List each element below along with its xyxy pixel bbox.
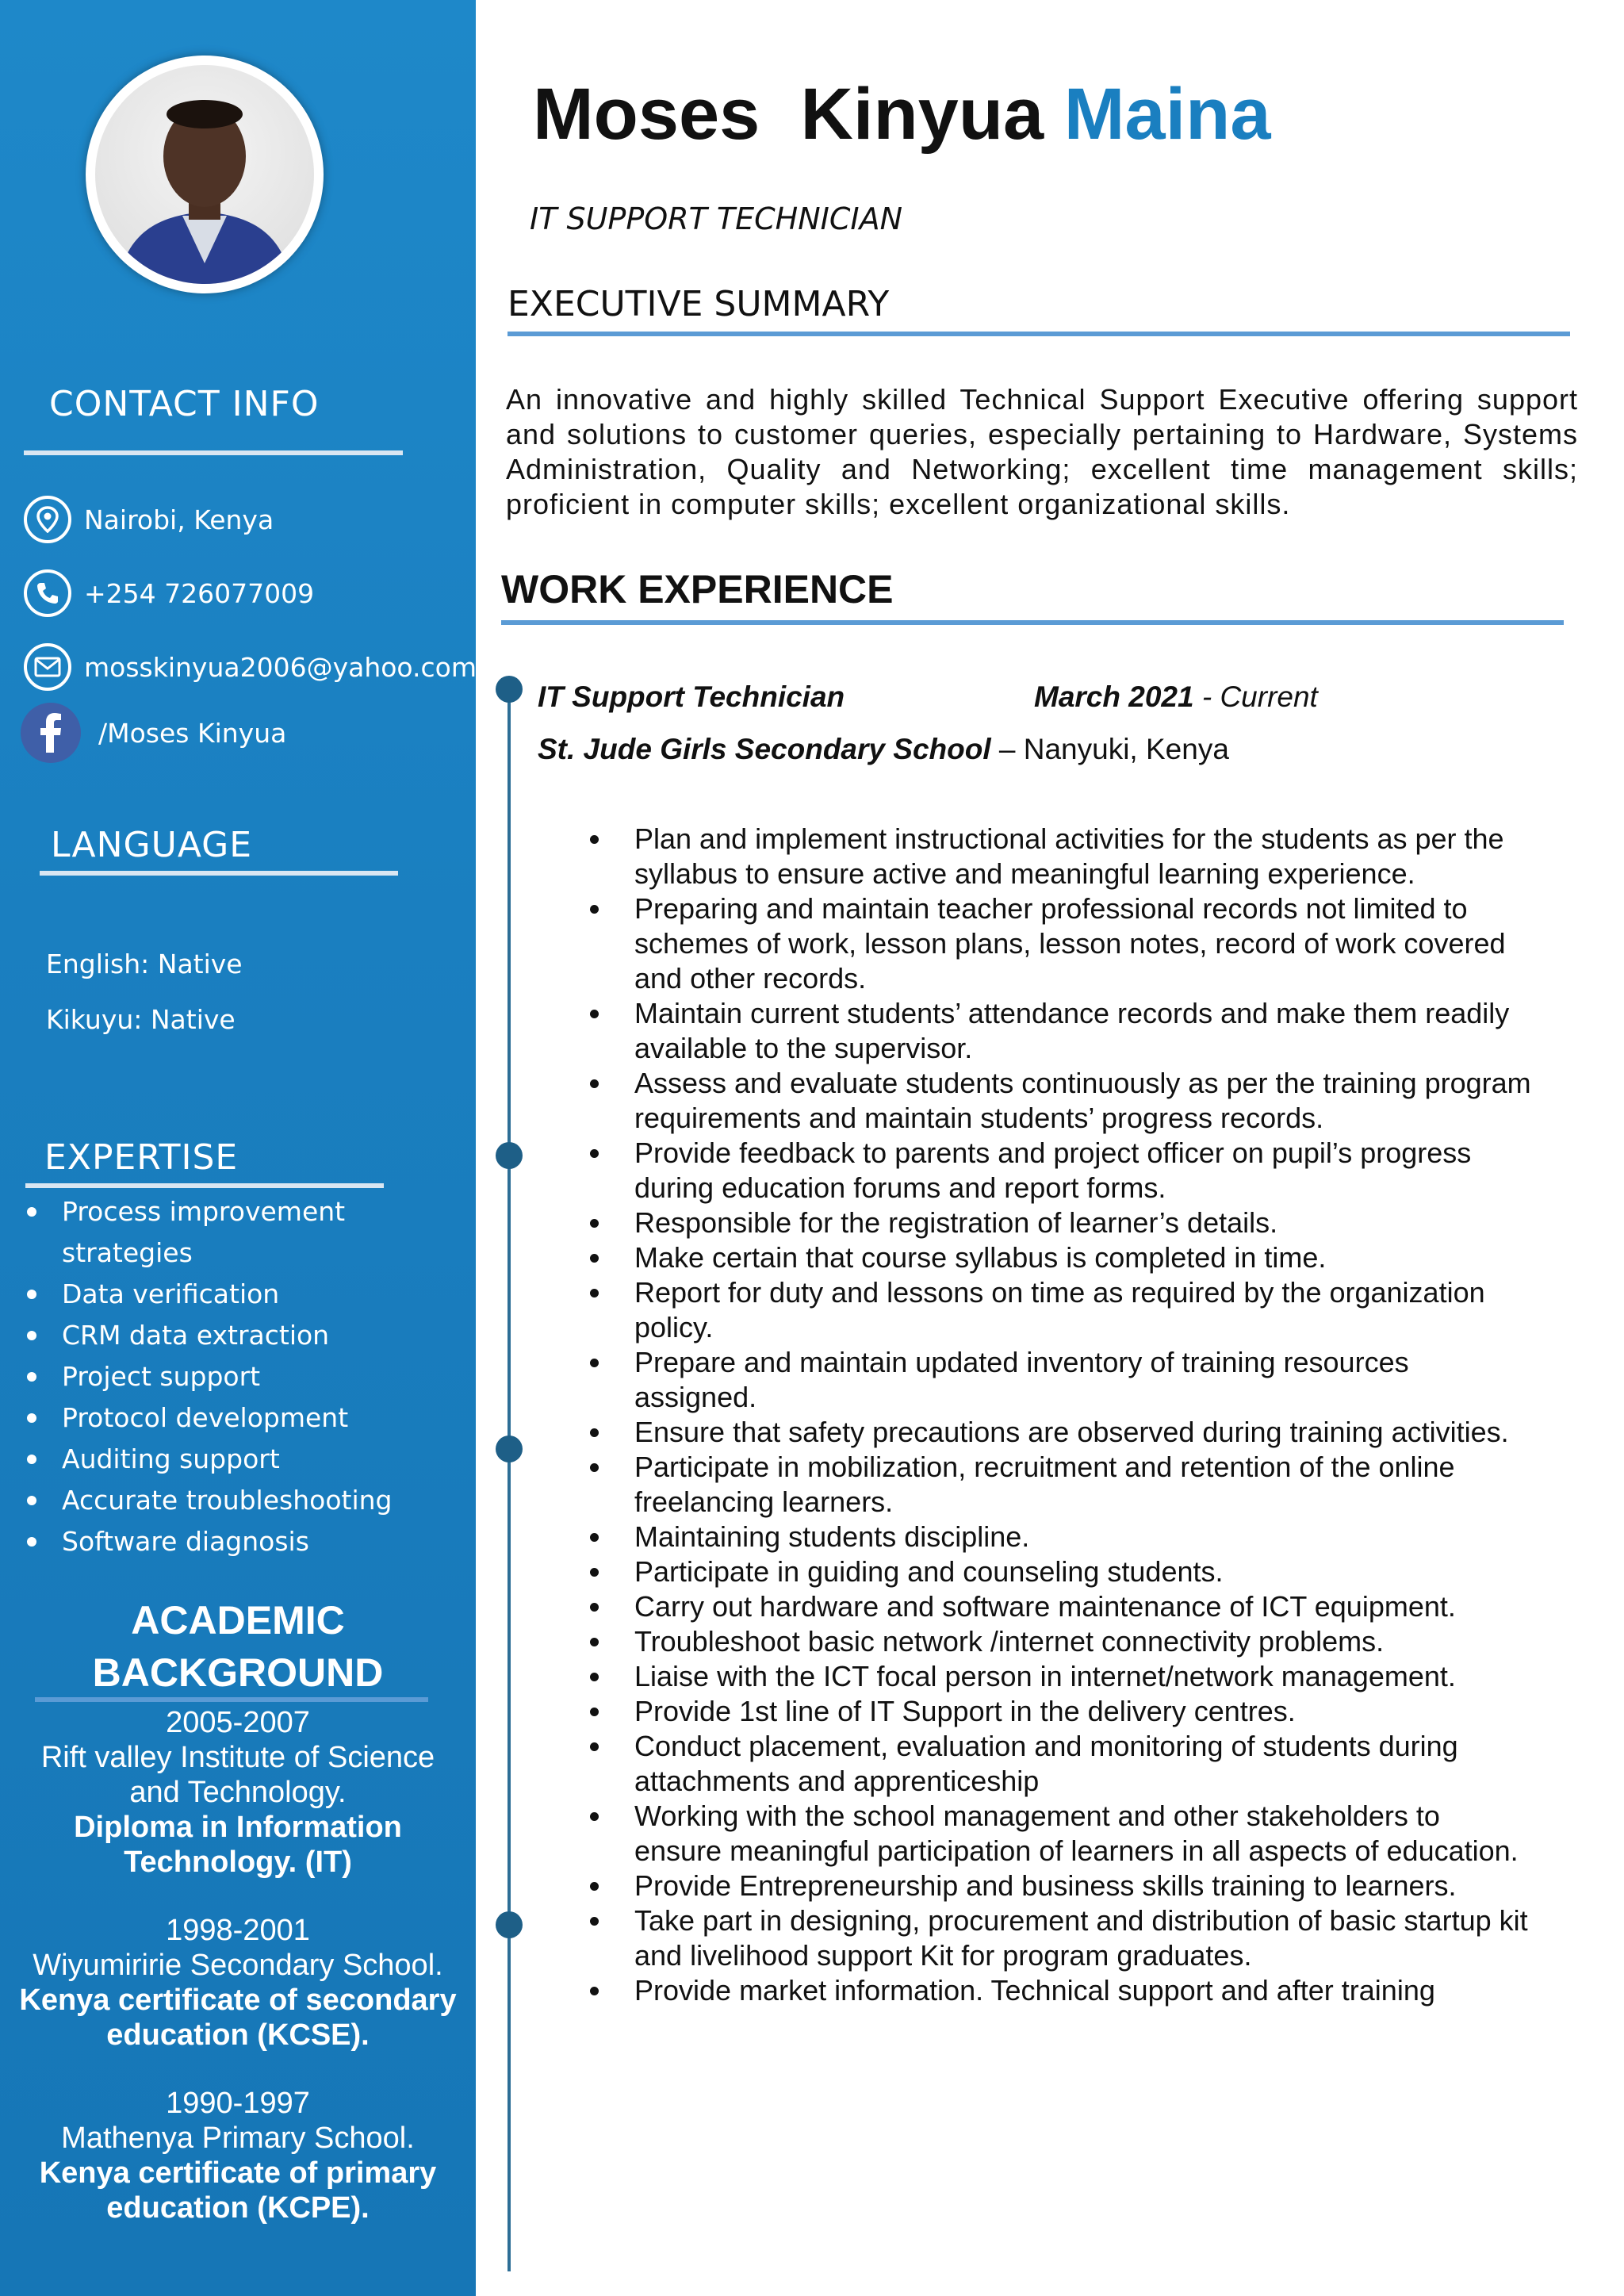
work-experience-heading: WORK EXPERIENCE bbox=[501, 567, 894, 611]
job-date-start: March 2021 bbox=[1034, 680, 1194, 713]
phone-icon bbox=[24, 569, 71, 617]
list-item: Participate in mobilization, recruitment and retention of the online freelancing learners. bbox=[590, 1450, 1534, 1520]
list-item: Process improvement strategies bbox=[24, 1191, 436, 1274]
list-item: Data verification bbox=[24, 1274, 436, 1315]
list-item: Project support bbox=[24, 1356, 436, 1397]
contact-info-heading: CONTACT INFO bbox=[49, 384, 320, 424]
language-item-english: English: Native bbox=[46, 949, 243, 979]
contact-location-text: Nairobi, Kenya bbox=[84, 504, 274, 535]
academic-school: Wiyumiririe Secondary School. bbox=[33, 1949, 443, 1982]
list-item: Provide feedback to parents and project officer on pupil’s progress during education forums and report forms. bbox=[590, 1136, 1534, 1205]
list-item: Preparing and maintain teacher professional records not limited to schemes of work, lesson plans, lesson notes, record of work covered and other records. bbox=[590, 891, 1534, 996]
contact-email-text[interactable]: mosskinyua2006@yahoo.com bbox=[84, 651, 477, 683]
list-item: Liaise with the ICT focal person in internet/network management. bbox=[590, 1659, 1534, 1694]
academic-entry bbox=[0, 1913, 476, 2053]
duties-clip bbox=[476, 809, 1624, 2086]
contact-facebook bbox=[21, 705, 286, 761]
job-title: IT Support Technician bbox=[538, 680, 845, 713]
list-item: Conduct placement, evaluation and monitoring of students during attachments and apprenticeship bbox=[590, 1729, 1534, 1799]
contact-phone-text: +254 726077009 bbox=[84, 577, 315, 609]
job-date-end: - Current bbox=[1193, 680, 1318, 713]
list-item: Working with the school management and other stakeholders to ensure meaningful participation of learners in all aspects of education. bbox=[590, 1799, 1534, 1869]
executive-summary-heading: EXECUTIVE SUMMARY bbox=[508, 284, 890, 324]
contact-info-divider bbox=[24, 450, 403, 455]
sidebar bbox=[0, 0, 476, 2296]
list-item: Take part in designing, procurement and distribution of basic startup kit and livelihood support Kit for program graduates. bbox=[590, 1903, 1534, 1973]
middle-name: Kinyua bbox=[800, 74, 1044, 155]
list-item: Troubleshoot basic network /internet connectivity problems. bbox=[590, 1624, 1534, 1659]
academic-years: 2005-2007 bbox=[166, 1706, 310, 1739]
list-item: Provide Entrepreneurship and business skills training to learners. bbox=[590, 1869, 1534, 1903]
academic-award: Diploma in Information Technology. (IT) bbox=[74, 1811, 402, 1879]
list-item: Ensure that safety precautions are observed during training activities. bbox=[590, 1415, 1534, 1450]
list-item: CRM data extraction bbox=[24, 1315, 436, 1356]
organization-location: – Nanyuki, Kenya bbox=[990, 733, 1229, 765]
list-item: Carry out hardware and software maintenance of ICT equipment. bbox=[590, 1589, 1534, 1624]
list-item: Software diagnosis bbox=[24, 1521, 436, 1562]
list-item: Responsible for the registration of learner’s details. bbox=[590, 1205, 1534, 1240]
academic-school: Mathenya Primary School. bbox=[61, 2122, 415, 2155]
organization-name: St. Jude Girls Secondary School bbox=[538, 733, 991, 765]
academic-school: Rift valley Institute of Science and Technology. bbox=[40, 1741, 435, 1809]
contact-email bbox=[24, 639, 477, 695]
academic-award: Kenya certificate of secondary education (KCSE). bbox=[19, 1984, 457, 2052]
timeline-dot bbox=[496, 676, 523, 703]
main-content bbox=[476, 0, 1624, 2296]
location-pin-icon bbox=[24, 496, 71, 543]
list-item: Provide market information. Technical support and after training bbox=[590, 1973, 1534, 2008]
job-organization bbox=[538, 733, 1229, 766]
list-item: Provide 1st line of IT Support in the delivery centres. bbox=[590, 1694, 1534, 1729]
facebook-icon bbox=[21, 703, 81, 763]
academic-award: Kenya certificate of primary education (KCPE). bbox=[39, 2156, 437, 2225]
list-item: Protocol development bbox=[24, 1397, 436, 1439]
academic-years: 1990-1997 bbox=[166, 2087, 310, 2120]
list-item: Make certain that course syllabus is completed in time. bbox=[590, 1240, 1534, 1275]
language-heading: LANGUAGE bbox=[51, 825, 253, 865]
academic-heading bbox=[0, 1594, 476, 1699]
job-role-title: IT SUPPORT TECHNICIAN bbox=[530, 201, 902, 236]
duties-list bbox=[590, 822, 1534, 2008]
mail-icon bbox=[24, 643, 71, 691]
expertise-list bbox=[24, 1191, 436, 1562]
list-item: Plan and implement instructional activities for the students as per the syllabus to ensure active and meaningful learning experience. bbox=[590, 822, 1534, 891]
profile-photo-frame bbox=[86, 56, 324, 293]
language-divider bbox=[40, 871, 398, 876]
contact-facebook-text[interactable]: /Moses Kinyua bbox=[98, 717, 287, 749]
first-name: Moses bbox=[533, 74, 760, 155]
academic-heading-line-1: ACADEMIC bbox=[131, 1598, 345, 1642]
list-item: Assess and evaluate students continuously as per the training program requirements and maintain students’ progress records. bbox=[590, 1066, 1534, 1136]
list-item: Participate in guiding and counseling students. bbox=[590, 1554, 1534, 1589]
academic-heading-line-2: BACKGROUND bbox=[92, 1650, 384, 1695]
list-item: Maintain current students’ attendance records and make them readily available to the supervisor. bbox=[590, 996, 1534, 1066]
list-item: Report for duty and lessons on time as required by the organization policy. bbox=[590, 1275, 1534, 1345]
language-item-kikuyu: Kikuyu: Native bbox=[46, 1004, 236, 1035]
academic-entry bbox=[0, 1705, 476, 1880]
list-item: Accurate troubleshooting bbox=[24, 1480, 436, 1521]
academic-entry bbox=[0, 2086, 476, 2225]
list-item: Auditing support bbox=[24, 1439, 436, 1480]
profile-photo bbox=[95, 65, 314, 284]
executive-summary-text: An innovative and highly skilled Technical Support Executive offering support and solutions to customer queries, especially pertaining to Hardware, Systems Administration, Quality and Networking; excellent time management skills; proficient in computer skills; excellent organizational skills. bbox=[506, 383, 1578, 520]
last-name: Maina bbox=[1063, 74, 1271, 155]
expertise-heading: EXPERTISE bbox=[44, 1137, 239, 1178]
list-item: Prepare and maintain updated inventory of training resources assigned. bbox=[590, 1345, 1534, 1415]
expertise-divider bbox=[25, 1183, 384, 1188]
executive-summary-divider bbox=[508, 332, 1570, 336]
contact-phone bbox=[24, 565, 314, 621]
academic-divider bbox=[35, 1697, 428, 1702]
job-dates bbox=[1034, 680, 1318, 714]
contact-location bbox=[24, 492, 274, 547]
list-item: Maintaining students discipline. bbox=[590, 1520, 1534, 1554]
work-experience-divider bbox=[501, 620, 1564, 625]
academic-years: 1998-2001 bbox=[166, 1914, 310, 1947]
candidate-name bbox=[533, 73, 1271, 156]
